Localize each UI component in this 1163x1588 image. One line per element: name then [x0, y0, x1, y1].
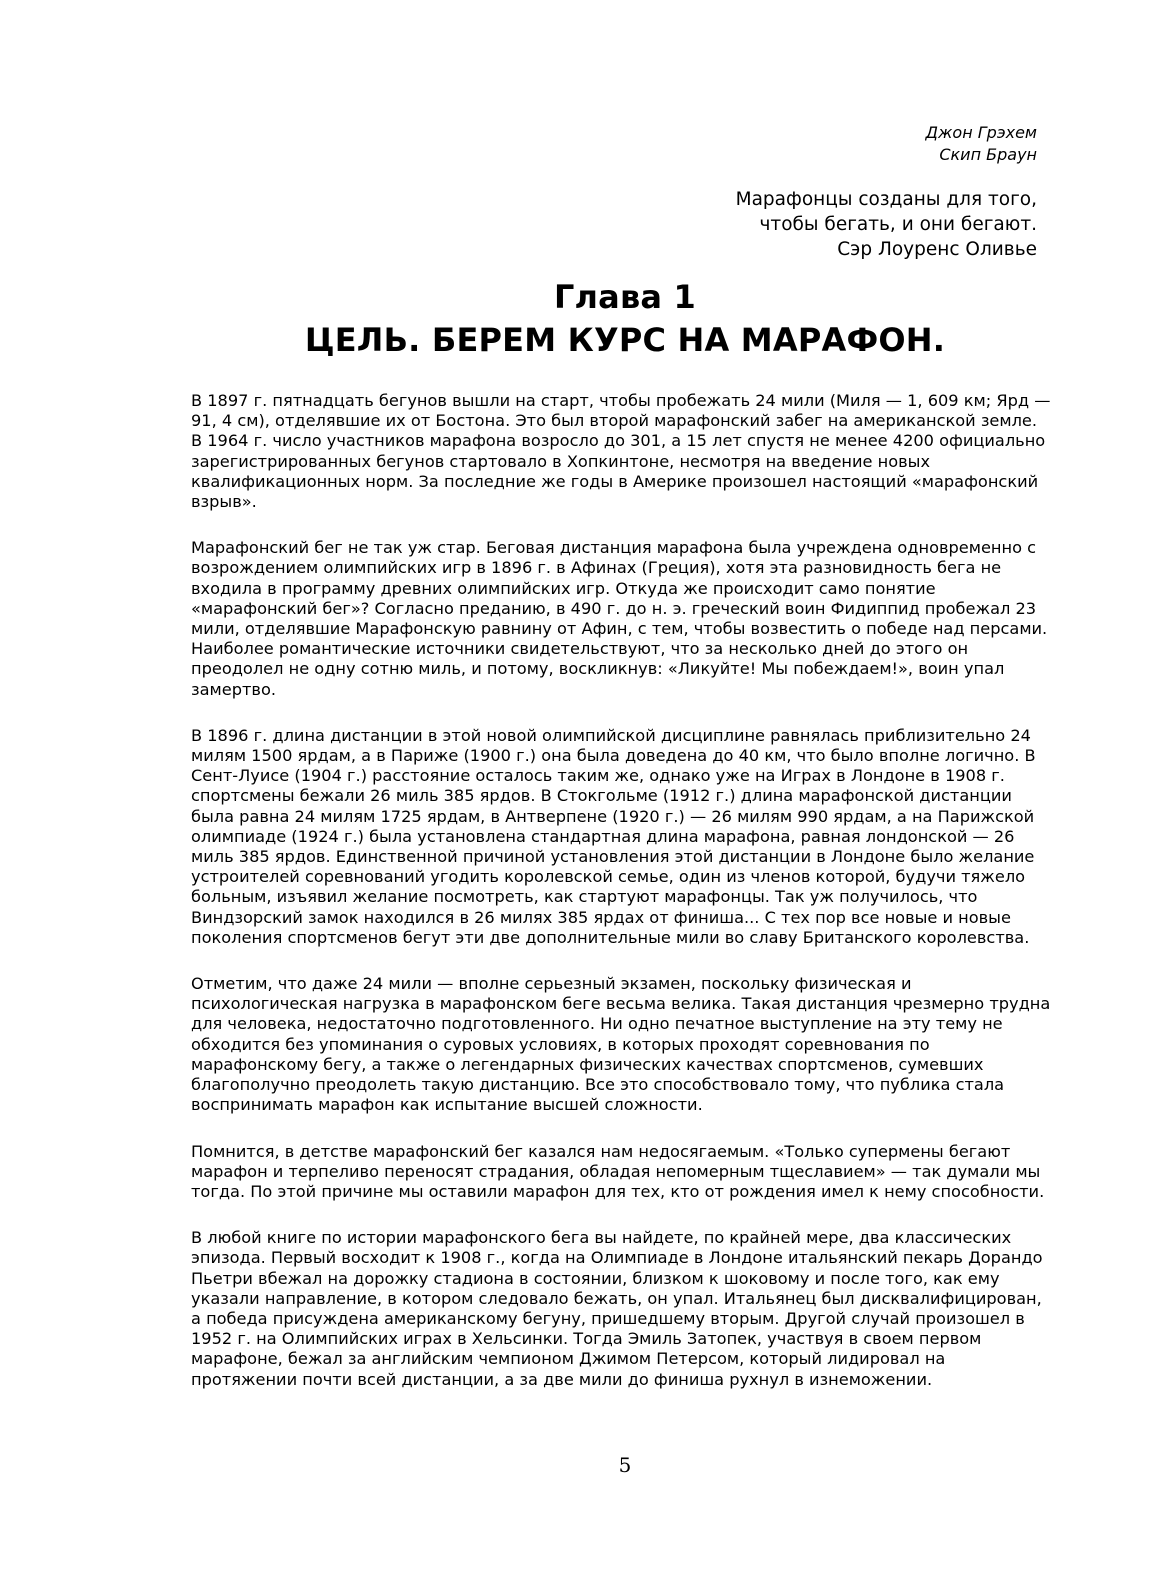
epigraph	[736, 187, 1037, 262]
author-name: Скип Браун	[939, 145, 1037, 164]
chapter-title: ЦЕЛЬ. БЕРЕМ КУРС НА МАРАФОН.	[304, 321, 946, 359]
epigraph-line: Марафонцы созданы для того,	[735, 189, 1037, 210]
paragraph: В любой книге по истории марафонского бега вы найдете, по крайней мере, два классических эпизода. Первый восходит к 1908 г., когда на Олимпиаде в Лондоне итальянский пекарь Дорандо Пьетри вбежал на дорожку стадиона в состоянии, близком к шоковому и после того, как ему указали направление, в котором следовало бежать, он упал. Итальянец был дисквалифицирован, а победа присуждена американскому бегуну, пришедшему вторым. Другой случай произошел в 1952 г. на Олимпийских играх в Хельсинки. Тогда Эмиль Затопек, участвуя в своем первом марафоне, бежал за английским чемпионом Джимом Петерсом, который лидировал на протяжении почти всей дистанции, а за две мили до финиша рухнул в изнеможении.	[191, 1228, 1043, 1389]
page-number: 5	[618, 1453, 632, 1477]
authors-block	[926, 122, 1037, 166]
paragraph: Помнится, в детстве марафонский бег казался нам недосягаемым. «Только супермены бегают марафон и терпеливо переносят страдания, обладая непомерным тщеславием» — так думали мы тогда. По этой причине мы оставили марафон для тех, кто от рождения имел к нему способности.	[191, 1141, 1045, 1201]
author-name: Джон Грэхем	[925, 123, 1037, 142]
epigraph-attribution: Сэр Лоуренс Оливье	[837, 239, 1037, 260]
chapter-number: Глава 1	[553, 278, 697, 316]
paragraph: Марафонский бег не так уж стар. Беговая дистанция марафона была учреждена одновременно с возрождением олимпийских игр в 1896 г. в Афинах (Греция), хотя эта разновидность бега не входила в программу древних олимпийских игр. Откуда же происходит само понятие «марафонский бег»? Согласно преданию, в 490 г. до н. э. греческий воин Фидиппид пробежал 23 мили, отделявшие Марафонскую равнину от Афин, с тем, чтобы возвестить о победе над персами. Наиболее романтические источники свидетельствуют, что за несколько дней до этого он преодолел не одну сотню миль, и потому, воскликнув: «Ликуйте! Мы побеждаем!», воин упал замертво.	[191, 538, 1048, 699]
paragraph: В 1897 г. пятнадцать бегунов вышли на старт, чтобы пробежать 24 мили (Миля — 1, 609 км; Ярд — 91, 4 см), отделявшие их от Бостона. Это был второй марафонский забег на американской земле. В 1964 г. число участников марафона возросло до 301, а 15 лет спустя не менее 4200 официально зарегистрированных бегунов стартовало в Хопкинтоне, несмотря на введение новых квалификационных норм. За последние же годы в Америке произошел настоящий «марафонский взрыв».	[191, 391, 1051, 512]
chapter-heading	[0, 276, 1163, 362]
body-text	[191, 391, 1051, 1416]
paragraph: В 1896 г. длина дистанции в этой новой олимпийской дисциплине равнялась приблизительно 24 милям 1500 ярдам, а в Париже (1900 г.) она была доведена до 40 км, что было вполне логично. В Сент-Луисе (1904 г.) расстояние осталось таким же, однако уже на Играх в Лондоне в 1908 г. спортсмены бежали 26 миль 385 ярдов. В Стокгольме (1912 г.) длина марафонской дистанции была равна 24 милям 1725 ярдам, в Антверпене (1920 г.) — 26 милям 990 ярдам, а на Парижской олимпиаде (1924 г.) была установлена стандартная длина марафона, равная лондонской — 26 миль 385 ярдов. Единственной причиной установления этой дистанции в Лондоне было желание устроителей соревнований угодить королевской семье, один из членов которой, будучи тяжело больным, изъявил желание посмотреть, как стартуют марафонцы. Так уж получилось, что Виндзорский замок находился в 26 милях 385 ярдах от финиша... С тех пор все новые и новые поколения спортсменов бегут эти две дополнительные мили во славу Британского королевства.	[191, 725, 1036, 947]
paragraph: Отметим, что даже 24 мили — вполне серьезный экзамен, поскольку физическая и психологическая нагрузка в марафонском беге весьма велика. Такая дистанция чрезмерно трудна для человека, недостаточно подготовленного. Ни одно печатное выступление на эту тему не обходится без упоминания о суровых условиях, в которых проходят соревнования по марафонскому бегу, а также о легендарных физических качествах спортсменов, сумевших благополучно преодолеть такую дистанцию. Все это способствовало тому, что публика стала воспринимать марафон как испытание высшей сложности.	[191, 974, 1051, 1115]
epigraph-line: чтобы бегать, и они бегают.	[759, 214, 1037, 235]
